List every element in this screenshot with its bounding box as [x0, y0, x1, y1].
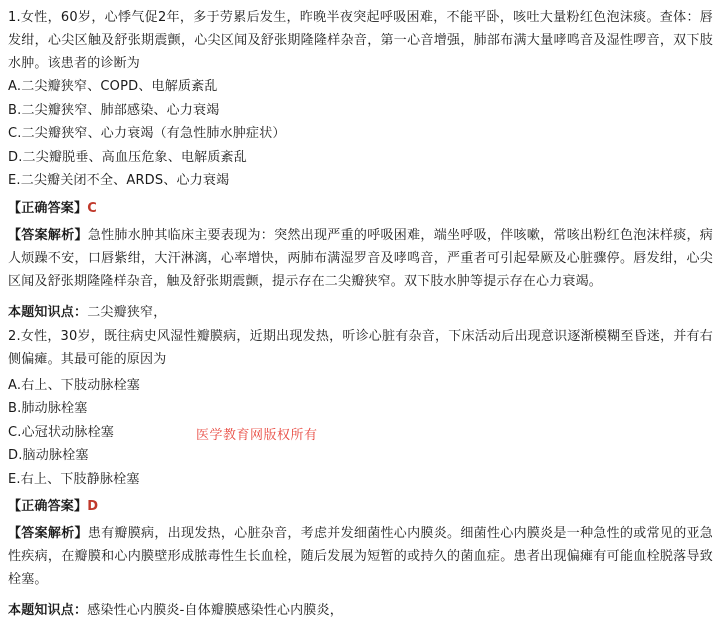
question-1-option-b: B.二尖瓣狭窄、肺部感染、心力衰竭 — [8, 102, 220, 118]
question-1-answer-label: 【正确答案】 — [8, 200, 88, 216]
question-2-analysis — [8, 522, 713, 591]
question-2-knowledge-text: 感染性心内膜炎-自体瓣膜感染性心内膜炎， — [87, 603, 343, 618]
question-2-answer — [8, 494, 713, 519]
question-1-answer — [8, 196, 713, 221]
copyright-watermark: 医学教育网版权所有 — [196, 428, 318, 443]
question-1-option-d: D.二尖瓣脱垂、高血压危象、电解质紊乱 — [8, 149, 247, 165]
question-1-option-e: E.二尖瓣关闭不全、ARDS、心力衰竭 — [8, 173, 230, 188]
question-1-answer-value: C — [87, 200, 97, 216]
question-2-option-a: A.右上、下肢动脉栓塞 — [8, 377, 140, 393]
question-1-knowledge — [8, 300, 713, 325]
question-1-analysis-text: 急性肺水肿其临床主要表现为：突然出现严重的呼吸困难，端坐呼吸，伴咳嗽，常咳出粉红色泡沫样痰，病人烦躁不安，口唇紫绀，大汗淋漓，心率增快，两肺布满湿罗音及哮鸣音，严重者可引起晕厥及心脏骤停。唇发绀，心尖区闻及舒张期隆隆样杂音，触及舒张期震颤，提示存在二尖瓣狭窄。双下肢水肿等提示存在心力衰竭。 — [8, 227, 713, 289]
question-2-knowledge-label: 本题知识点： — [8, 603, 88, 618]
question-1-analysis-label: 【答案解析】 — [8, 227, 88, 243]
question-2-knowledge — [8, 598, 713, 623]
question-2-option-e: E.右上、下肢静脉栓塞 — [8, 471, 140, 487]
question-1-knowledge-text: 二尖瓣狭窄， — [87, 304, 167, 320]
question-1-option-a: A.二尖瓣狭窄、COPD、电解质紊乱 — [8, 79, 218, 94]
question-2-analysis-label: 【答案解析】 — [8, 526, 88, 541]
question-2-answer-value: D — [87, 499, 99, 514]
question-1-knowledge-label: 本题知识点： — [8, 304, 88, 320]
question-2-option-c: C.心冠状动脉栓塞 — [8, 424, 115, 440]
question-1-option-c: C.二尖瓣狭窄、心力衰竭（有急性肺水肿症状） — [8, 126, 286, 141]
question-2-answer-label: 【正确答案】 — [8, 499, 88, 514]
question-2-analysis-text: 患有瓣膜病，出现发热，心脏杂音，考虑并发细菌性心内膜炎。细菌性心内膜炎是一种急性的或常见的亚急性疾病，在瓣膜和心内膜壁形成脓毒性生长血栓，随后发展为短暂的或持久的菌血症。患者出现偏瘫有可能血栓脱落导致栓塞。 — [8, 526, 713, 587]
question-2-option-d: D.脑动脉栓塞 — [8, 448, 89, 463]
question-2-stem: 2.女性，30岁，既往病史风湿性瓣膜病，近期出现发热，听诊心脏有杂音，下床活动后出现意识逐渐模糊至昏迷，并有右侧偏瘫。其最可能的原因为 — [8, 328, 713, 367]
question-2-option-b: B.肺动脉栓塞 — [8, 401, 88, 416]
question-1-stem: 1.女性，60岁，心悸气促2年，多于劳累后发生，昨晚半夜突起呼吸困难，不能平卧，咳吐大量粉红色泡沫痰。查体：唇发绀，心尖区触及舒张期震颤，心尖区闻及舒张期隆隆样杂音，第一心音增强，肺部布满大量哮鸣音及湿性啰音，双下肢水肿。该患者的诊断为 — [8, 10, 713, 71]
question-1-analysis — [8, 224, 713, 293]
